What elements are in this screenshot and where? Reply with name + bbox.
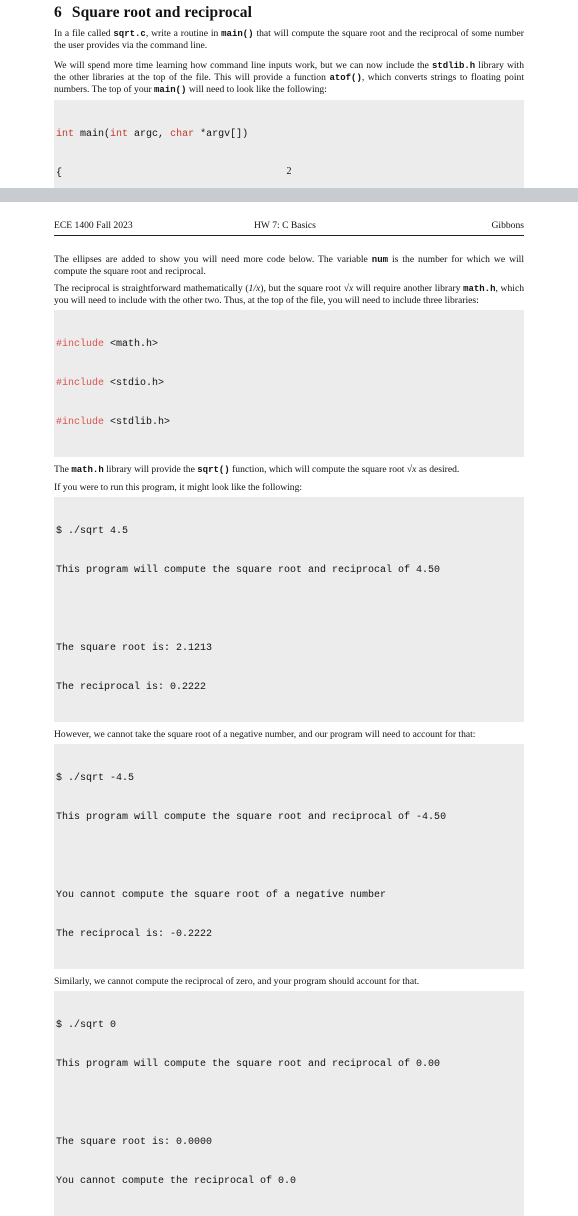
terminal-blank-line [54,850,524,863]
text: We will spend more time learning how command line inputs work, but we can now include the [54,60,429,71]
terminal-line: The square root is: 2.1213 [56,643,213,654]
math-sqrt: √x [406,464,417,475]
text: , write a routine in [145,28,219,39]
paragraph-mathlib [54,464,524,476]
text: is the number for which we will compute the square root and reciprocal. [54,254,525,277]
terminal-line: The reciprocal is: -0.2222 [56,929,213,940]
terminal-blank-line [54,1097,524,1110]
code-keyword: int [110,129,129,140]
text: will need to look like the following: [188,84,327,95]
paragraph-reciprocal [54,283,524,307]
code-line [54,338,524,351]
text: function, which will compute the square root [232,464,405,475]
paragraph-negative: However, we cannot take the square root of a negative number, and our program will need to account for that: [54,729,476,740]
document-page-1 [0,0,578,188]
terminal-line: You cannot compute the square root of a negative number [56,890,387,901]
code-text: <stdlib.h> [104,417,171,428]
terminal-line: $ ./sqrt 4.5 [56,526,129,537]
code-inline: main() [154,85,187,95]
code-text: <math.h> [104,339,159,350]
code-inline: math.h [463,284,496,294]
code-block-includes [54,310,524,457]
code-inline: num [371,255,388,265]
code-text: argc, [128,129,171,140]
code-block-run-positive [54,497,524,722]
code-inline: math.h [71,465,104,475]
code-line [54,416,524,429]
terminal-line: The square root is: 0.0000 [56,1137,213,1148]
paragraph-run-intro: If you were to run this program, it might look like the following: [54,482,303,493]
paragraph-ellipses [54,254,524,278]
text: , which you will need to include with the other two. Thus, at the top of the file, you will need to include three libraries: [54,283,525,306]
terminal-line: You cannot compute the reciprocal of 0.0 [56,1176,297,1187]
terminal-blank-line [54,603,524,616]
document-page-2 [0,202,578,1187]
code-line [54,377,524,390]
code-keyword: char [170,129,195,140]
section-title: Square root and reciprocal [71,4,252,21]
code-text: <stdio.h> [104,378,165,389]
math-fraction: 1/x [248,283,261,294]
paragraph-zero: Similarly, we cannot compute the reciprocal of zero, and your program should account for that. [54,976,420,987]
text: ), but the square root [260,283,342,294]
code-text: *argv[]) [194,129,249,140]
code-text: main( [74,129,111,140]
code-inline: sqrt.c [113,29,146,39]
text: In a file called [54,28,111,39]
text: The [54,464,69,475]
paragraph-intro [54,28,524,52]
code-inline: atof() [329,73,362,83]
code-directive: #include [56,417,105,428]
paragraph-stdlib [54,60,524,96]
text: that will compute the square root and the reciprocal of some number the user provides via the command line. [54,28,524,51]
section-number: 6 [54,4,62,21]
code-keyword: int [56,129,75,140]
terminal-line: The reciprocal is: 0.2222 [56,682,207,693]
code-directive: #include [56,339,105,350]
code-directive: #include [56,378,105,389]
text: The reciprocal is straightforward mathematically ( [54,283,249,294]
terminal-line: This program will compute the square root and reciprocal of -4.50 [56,812,447,823]
terminal-line: $ ./sqrt -4.5 [56,773,135,784]
code-block-run-negative [54,744,524,969]
text: library with the other libraries at the top of the file. This will provide a function [54,60,525,83]
page-separator [0,188,578,202]
terminal-line: This program will compute the square root and reciprocal of 4.50 [56,565,441,576]
code-line: { [56,168,63,179]
math-sqrt: √x [343,283,354,294]
text: will require another library [355,283,461,294]
header-author: Gibbons [491,220,524,231]
page-header [54,220,524,236]
text: as desired. [418,464,460,475]
terminal-line: $ ./sqrt 0 [56,1020,117,1031]
page2-content [54,254,524,1216]
text: library will provide the [106,464,195,475]
text: The ellipses are added to show you will need more code below. The variable [54,254,368,265]
code-inline: stdlib.h [431,61,476,71]
code-block-run-zero [54,991,524,1216]
code-line [54,128,524,141]
header-title: HW 7: C Basics [254,220,316,231]
section-heading [54,4,524,22]
text: , which converts strings to floating point numbers. The top of your [54,72,524,95]
code-inline: sqrt() [197,465,230,475]
page-number: 2 [286,166,292,177]
code-inline: main() [221,29,254,39]
terminal-line: This program will compute the square root and reciprocal of 0.00 [56,1059,441,1070]
header-course: ECE 1400 Fall 2023 [54,220,133,231]
